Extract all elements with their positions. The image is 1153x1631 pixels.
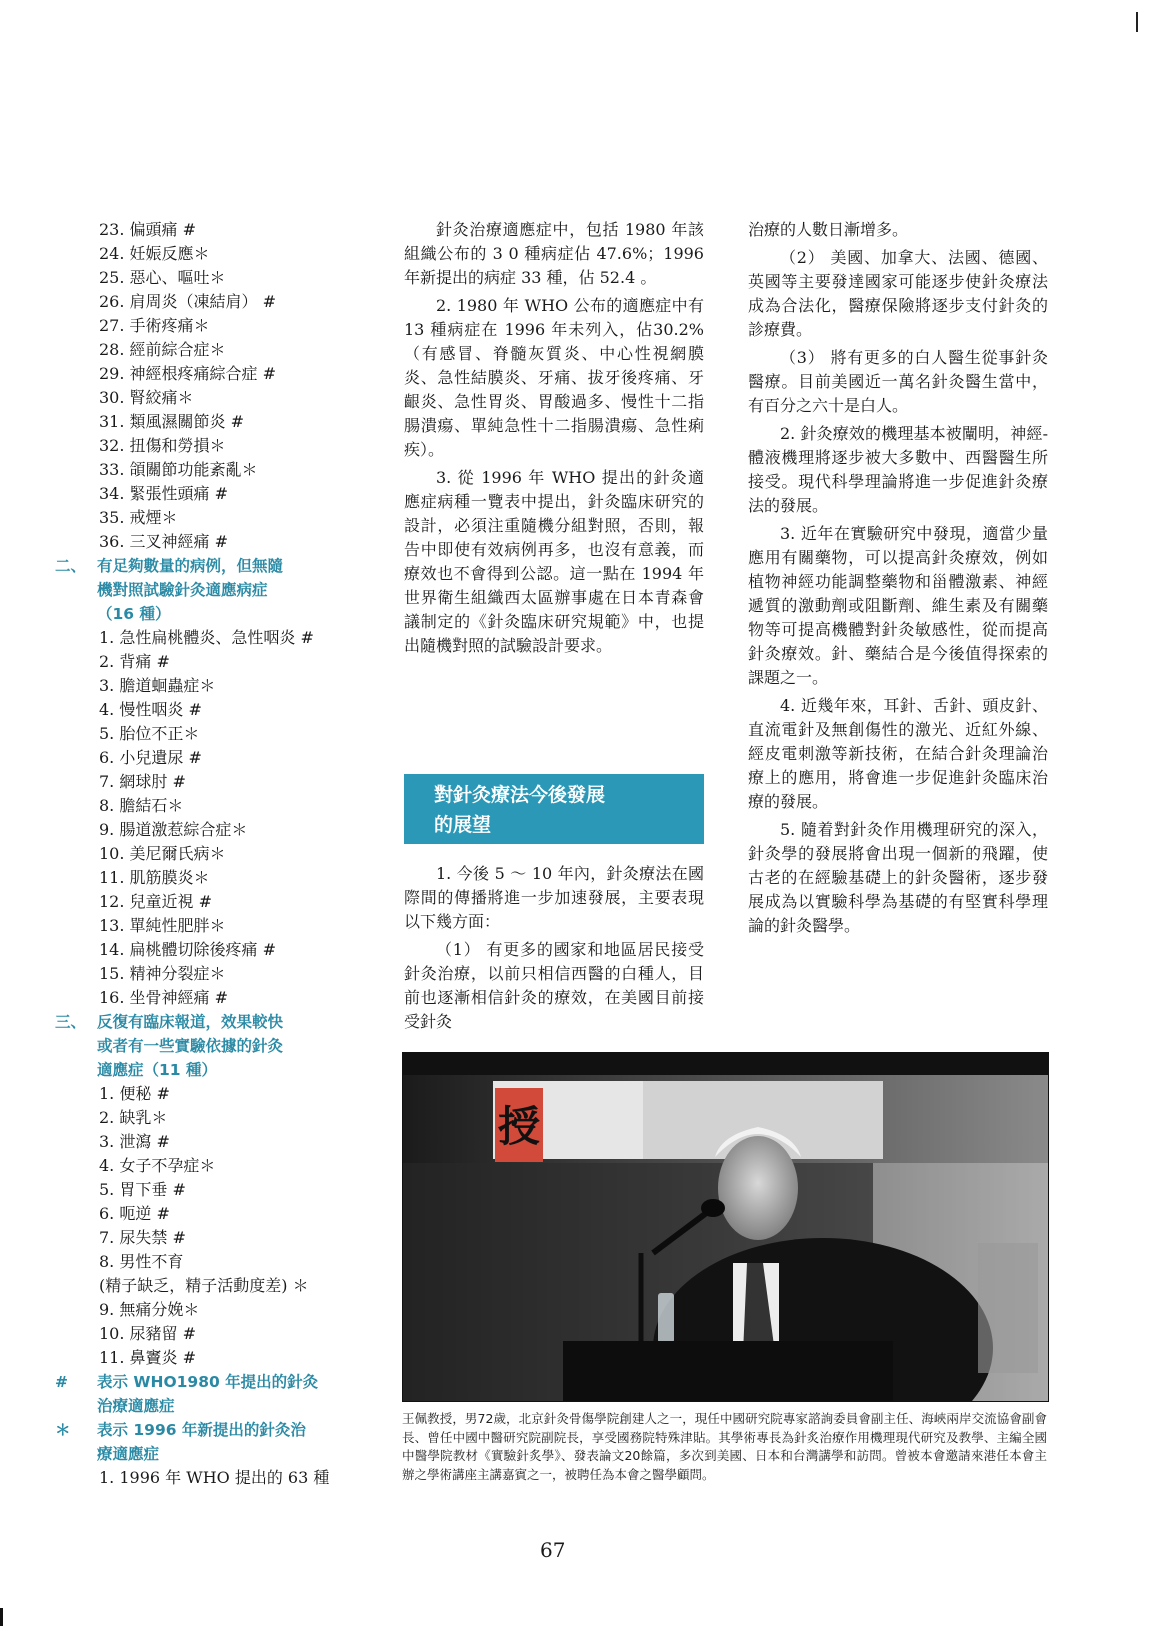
list-item: 15. 精神分裂症＊ (99, 964, 226, 983)
section-marker: 二、 (55, 557, 87, 575)
text-column-middle (404, 218, 704, 658)
list-item: 29. 神經根疼痛綜合症 # (99, 364, 277, 383)
list-item: 8. 膽結石＊ (99, 796, 184, 815)
scan-edge-mark (0, 1608, 3, 1626)
list-item: 4. 女子不孕症＊ (99, 1156, 216, 1175)
list-item: 28. 經前綜合症＊ (99, 340, 226, 359)
scan-edge-mark (1136, 12, 1138, 32)
list-item: 11. 鼻竇炎 # (99, 1348, 197, 1367)
paragraph: 3. 近年在實驗研究中發現，適當少量應用有關藥物，可以提高針灸療效，例如植物神經功能調整藥物和甾體激素、神經遞質的激動劑或阻斷劑、維生素及有關藥物等可提高機體對針灸敏感性，從而提高針灸療效。針、藥結合是今後值得探索的課題之一。 (748, 524, 1048, 687)
list-item: 9. 腸道激惹綜合症＊ (99, 820, 248, 839)
paragraph: 治療的人數日漸增多。 (748, 220, 909, 239)
section-heading-line-2: 的展望 (434, 814, 492, 836)
list-item: 5. 胃下垂 # (99, 1180, 186, 1199)
paragraph: （2） 美國、加拿大、法國、德國、英國等主要發達國家可能逐步使針灸療法成為合法化，醫療保險將逐步支付針灸的診療費。 (748, 248, 1048, 339)
paragraph: 針灸治療適應症中，包括 1980 年該組織公布的 3 0 種病症佔 47.6%；1996 年新提出的病症 33 種，佔 52.4 。 (404, 220, 704, 287)
list-item: 30. 腎絞痛＊ (99, 388, 194, 407)
section-heading-text: 表示 WHO1980 年提出的針灸 (97, 1373, 319, 1391)
section-heading-line-1: 對針灸療法今後發展 (434, 784, 606, 806)
paragraph: 3. 從 1996 年 WHO 提出的針灸適應症病種一覽表中提出，針灸臨床研究的設計，必須注重隨機分組對照，否則，報告中即使有效病例再多，也沒有意義，而療效也不會得到公認。這一點在 1994 年世界衛生組織西太區辦事處在日本青森會議制定的《針灸臨床研究規範》中，也提出隨機對照的試驗設計要求。 (404, 468, 704, 655)
list-item: 4. 慢性咽炎 # (99, 700, 202, 719)
list-item: 5. 胎位不正＊ (99, 724, 200, 743)
list-item: 12. 兒童近視 # (99, 892, 213, 911)
list-item: 26. 肩周炎（凍結肩） # (99, 292, 277, 311)
list-item: 1. 便秘 # (99, 1084, 170, 1103)
section-heading (55, 554, 360, 626)
section-heading (55, 1418, 360, 1466)
paragraph: （3） 將有更多的白人醫生從事針灸醫療。目前美國近一萬名針灸醫生當中，有百分之六十是白人。 (748, 348, 1048, 415)
section-heading-text: 或者有一些實驗依據的針灸 (97, 1037, 284, 1055)
list-item: 11. 肌筋膜炎＊ (99, 868, 210, 887)
section-heading-text: 有足夠數量的病例，但無隨 (97, 557, 284, 575)
section-heading-text: 療適應症 (97, 1445, 160, 1463)
list-item: 27. 手術疼痛＊ (99, 316, 210, 335)
list-item: 6. 小兒遺尿 # (99, 748, 202, 767)
lecture-photo (402, 1052, 1049, 1402)
section-heading (55, 1010, 360, 1082)
indications-list-column (55, 218, 360, 1490)
list-item: 7. 尿失禁 # (99, 1228, 186, 1247)
paragraph: 2. 1980 年 WHO 公布的適應症中有 13 種病症在 1996 年未列入，佔30.2%（有感冒、脊髓灰質炎、中心性視網膜炎、急性結膜炎、牙痛、拔牙後疼痛、牙齦炎、急性胃炎、胃酸過多、慢性十二指腸潰瘍、單純急性十二指腸潰瘍、急性痢疾）。 (404, 296, 704, 459)
text-column-right (748, 218, 1048, 938)
list-item: 9. 無痛分娩＊ (99, 1300, 200, 1319)
list-item: 13. 單純性肥胖＊ (99, 916, 226, 935)
paragraph: 2. 針灸療效的機理基本被闡明，神經-體液機理將逐步被大多數中、西醫醫生所接受。現代科學理論將進一步促進針灸療法的發展。 (748, 424, 1048, 515)
list-item: 7. 網球肘 # (99, 772, 186, 791)
list-item: 24. 妊娠反應＊ (99, 244, 210, 263)
paragraph: 5. 隨着對針灸作用機理研究的深入，針灸學的發展將會出現一個新的飛躍，使古老的在經驗基礎上的針灸醫術，逐步發展成為以實驗科學為基礎的有堅實科學理論的針灸醫學。 (748, 820, 1048, 935)
list-item: 36. 三叉神經痛 # (99, 532, 229, 551)
paragraph: 1. 今後 5 ～ 10 年內，針灸療法在國際間的傳播將進一步加速發展，主要表現以下幾方面： (404, 864, 704, 931)
list-item: 25. 惡心、嘔吐＊ (99, 268, 226, 287)
paragraph: 4. 近幾年來，耳針、舌針、頭皮針、直流電針及無創傷性的激光、近紅外線、經皮電刺激等新技術，在結合針灸理論治療上的應用，將會進一步促進針灸臨床治療的發展。 (748, 696, 1048, 811)
section-heading (55, 1370, 360, 1418)
section-heading-box (404, 774, 704, 844)
list-item: 33. 頜關節功能紊亂＊ (99, 460, 258, 479)
section-marker: ＊ (55, 1421, 71, 1439)
list-item: 23. 偏頭痛 # (99, 220, 197, 239)
banner-character: 授 (497, 1102, 541, 1151)
list-item: 14. 扁桃體切除後疼痛 # (99, 940, 277, 959)
list-item: 10. 尿豬留 # (99, 1324, 197, 1343)
section-heading-text: 治療適應症 (97, 1397, 175, 1415)
section-heading-text: （16 種） (97, 605, 171, 623)
text-column-middle-lower (404, 862, 704, 1034)
list-item: 1. 急性扁桃體炎、急性咽炎 # (99, 628, 314, 647)
list-item: 6. 呃逆 # (99, 1204, 170, 1223)
photo-caption: 王佩教授，男72歲，北京針灸骨傷學院創建人之一，現任中國研究院專家諮詢委員會副主任、海峽兩岸交流協會副會長、曾任中國中醫研究院副院長，享受國務院特殊津貼。其學術專長為針炙治療作用機理現代研究及教學、主編全國中醫學院教材《實驗針炙學》、發表論文20餘篇，多次到美國、日本和台灣講學和訪問。曾被本會邀請來港任本會主辦之學術講座主講嘉賓之一，被聘任為本會之醫學顧問。 (402, 1411, 1047, 1482)
list-item: 31. 類風濕關節炎 # (99, 412, 245, 431)
list-item: 16. 坐骨神經痛 # (99, 988, 229, 1007)
list-item: 8. 男性不育 (99, 1252, 184, 1271)
page-number: 67 (540, 1538, 566, 1562)
list-item: 32. 扭傷和勞損＊ (99, 436, 226, 455)
list-item: 2. 缺乳＊ (99, 1108, 168, 1127)
section-heading-text: 反復有臨床報道，效果較快 (97, 1013, 284, 1031)
list-item: 10. 美尼爾氏病＊ (99, 844, 226, 863)
section-heading-text: 適應症（11 種） (97, 1061, 217, 1079)
section-marker: # (55, 1373, 68, 1391)
list-item: 35. 戒煙＊ (99, 508, 178, 527)
list-item: 3. 泄瀉 # (99, 1132, 170, 1151)
list-item: (精子缺乏，精子活動度差) ＊ (99, 1276, 309, 1295)
list-item: 3. 膽道蛔蟲症＊ (99, 676, 216, 695)
section-heading-text: 表示 1996 年新提出的針灸治 (97, 1421, 306, 1439)
section-heading-text: 機對照試驗針灸適應病症 (97, 581, 268, 599)
paragraph: （1） 有更多的國家和地區居民接受針灸治療，以前只相信西醫的白種人，目前也逐漸相信針灸的療效，在美國目前接受針灸 (404, 940, 704, 1031)
list-item: 2. 背痛 # (99, 652, 170, 671)
list-item: 34. 緊張性頭痛 # (99, 484, 229, 503)
list-item: 1. 1996 年 WHO 提出的 63 種 (99, 1468, 330, 1487)
lecture-photo-image (403, 1053, 1048, 1401)
section-marker: 三、 (55, 1013, 87, 1031)
